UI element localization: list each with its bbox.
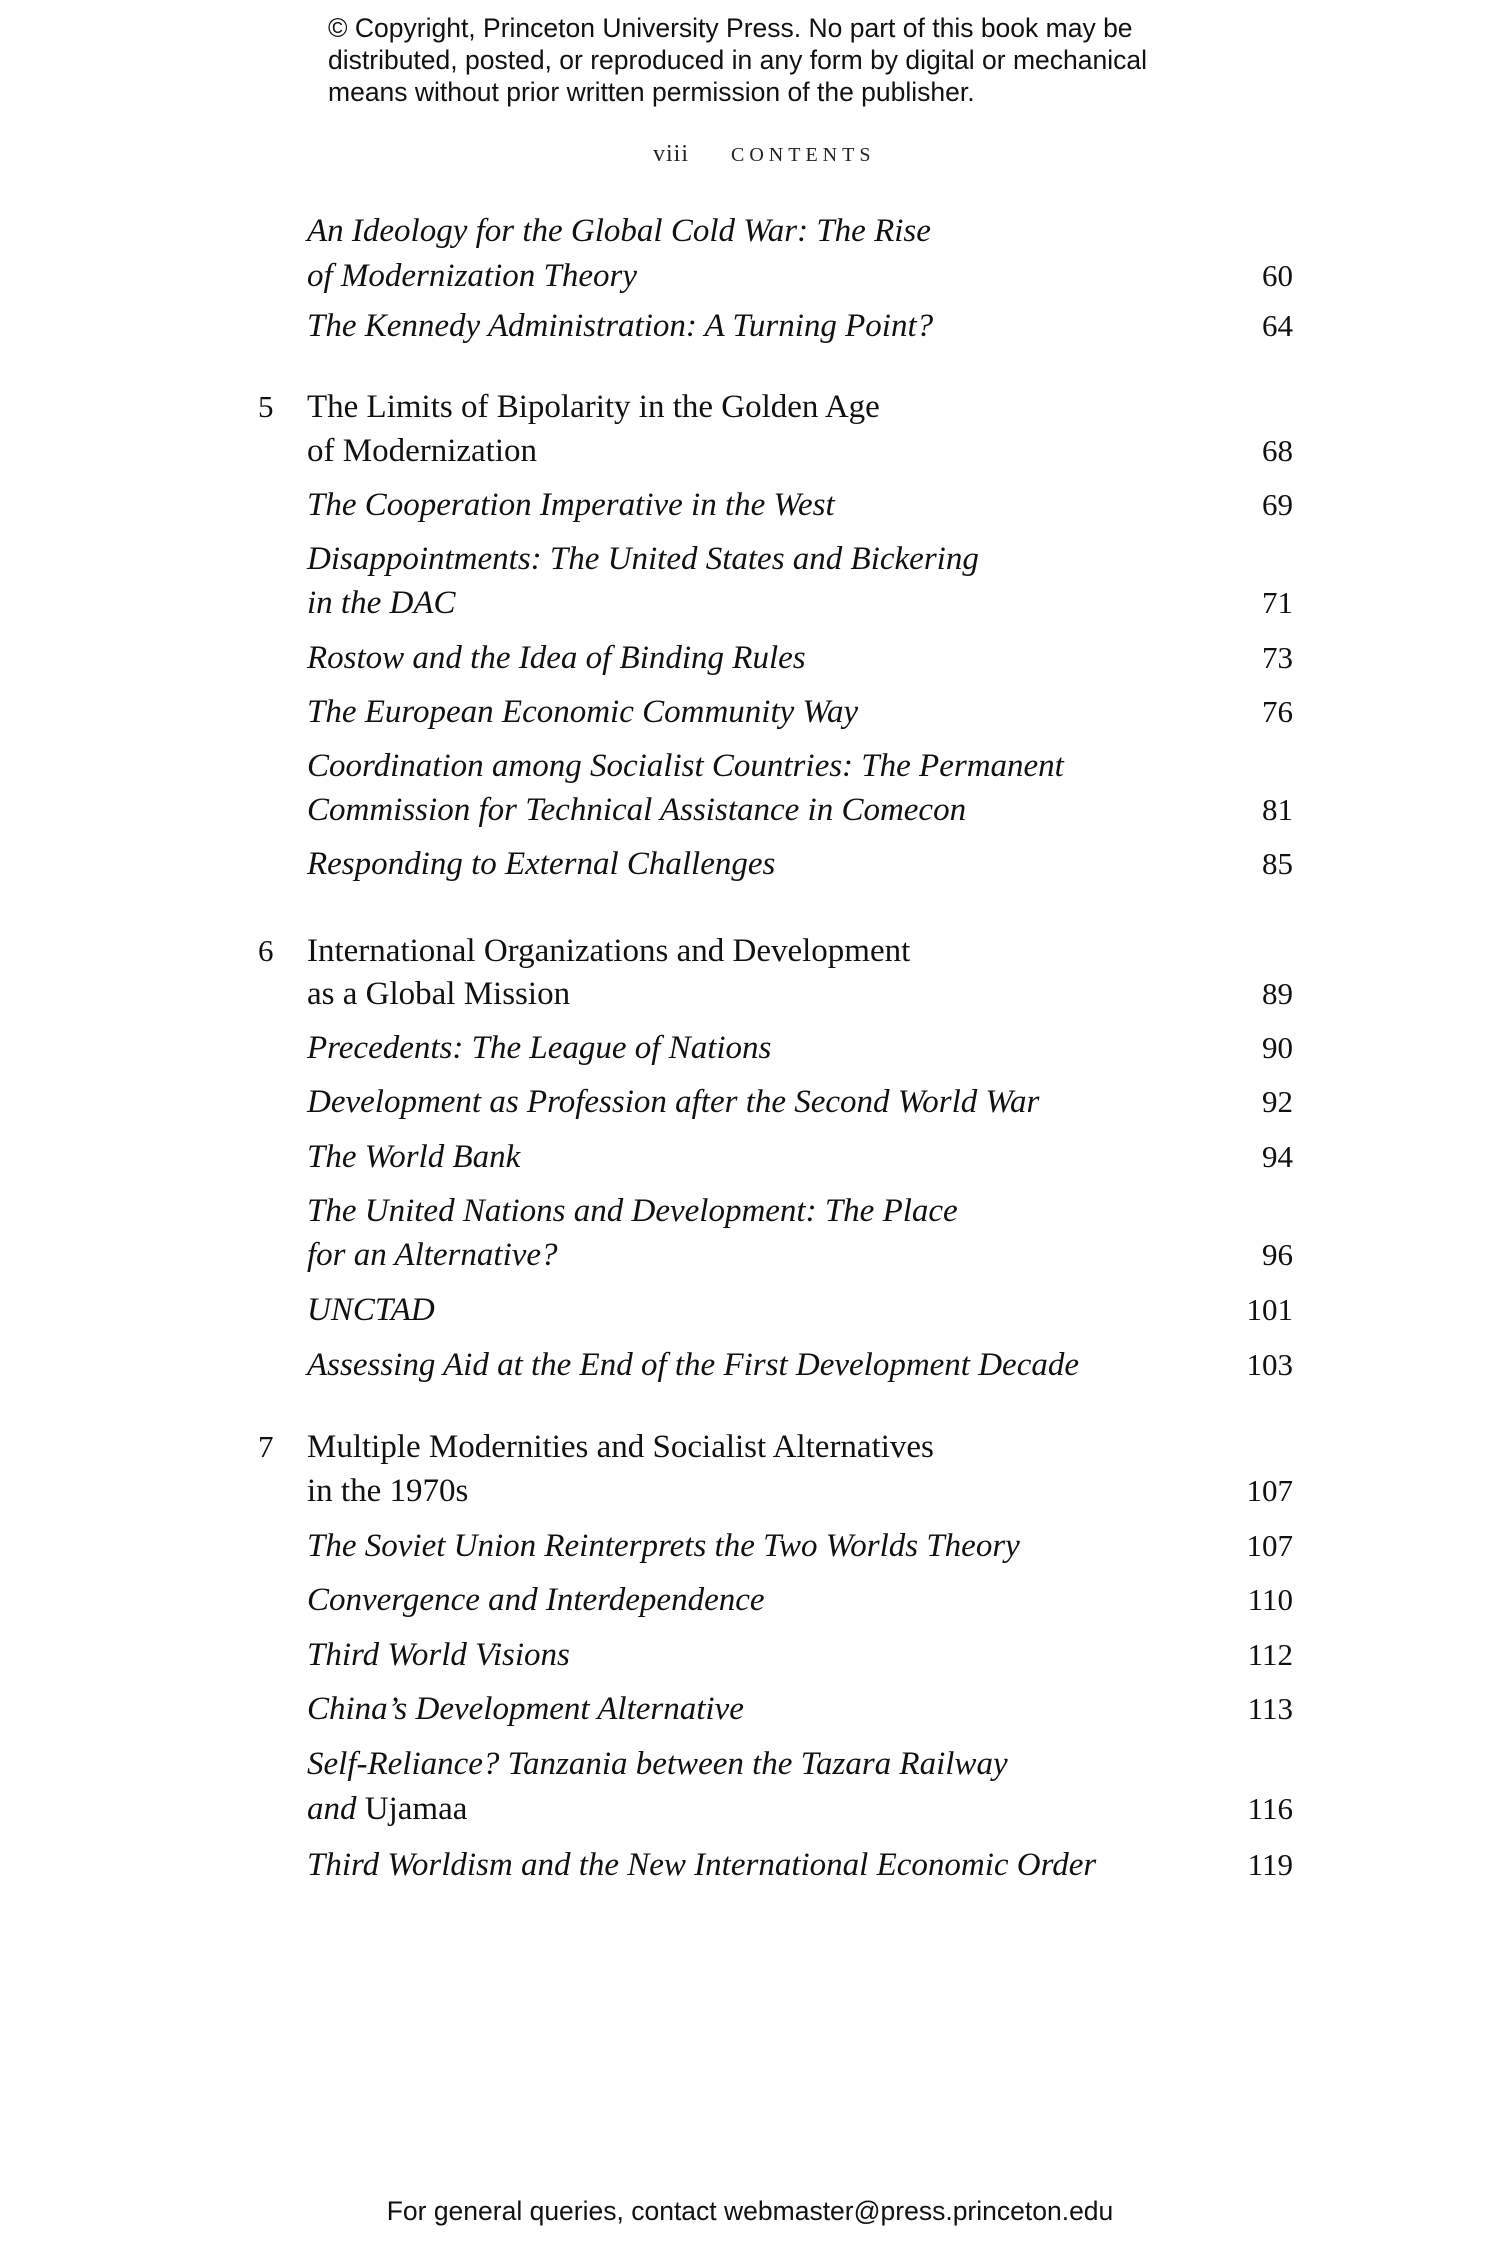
toc-section-title-line: An Ideology for the Global Cold War: The Rise	[307, 213, 931, 249]
toc-chapter-title-line: as a Global Mission	[307, 976, 571, 1012]
toc-chapter-title-line: International Organizations and Development	[307, 933, 911, 969]
toc-section-title-line: Coordination among Socialist Countries: The Permanent	[307, 748, 1064, 784]
toc-page-number: 96	[1262, 1237, 1293, 1272]
toc-section-title-line: Convergence and Interdependence	[307, 1582, 765, 1618]
toc-page-number: 103	[1246, 1347, 1293, 1382]
toc-section-title-line: Commission for Technical Assistance in Comecon	[307, 792, 967, 828]
toc-page-number: 64	[1262, 308, 1293, 343]
toc-page-number: 90	[1262, 1030, 1293, 1065]
toc-page-number: 69	[1262, 487, 1293, 522]
footer-contact: For general queries, contact webmaster@press.princeton.edu	[386, 2196, 1114, 2226]
toc-section-title-line: Responding to External Challenges	[307, 846, 776, 882]
toc-section-title-line: Third World Visions	[307, 1637, 570, 1673]
toc-chapter-number: 6	[258, 933, 274, 968]
toc-section-title-line: China’s Development Alternative	[307, 1691, 744, 1727]
toc-section-title-line: Third Worldism and the New International Economic Order	[307, 1847, 1097, 1883]
toc-section-title-line: of Modernization Theory	[307, 258, 637, 294]
toc-section-title-line: for an Alternative?	[307, 1237, 558, 1273]
toc-section-title-line: The United Nations and Development: The Place	[307, 1193, 958, 1229]
running-head-title: CONTENTS	[731, 144, 876, 166]
toc-page-number: 113	[1247, 1691, 1293, 1726]
toc-section-title-line	[307, 1789, 467, 1829]
toc-page-number: 73	[1262, 640, 1293, 675]
toc-section-title-line: The European Economic Community Way	[307, 694, 859, 730]
toc-page-number: 76	[1262, 694, 1293, 729]
toc-section-title-line: Rostow and the Idea of Binding Rules	[307, 640, 806, 676]
toc-section-title-line: Assessing Aid at the End of the First Development Decade	[307, 1347, 1079, 1383]
toc-line-roman-part: Ujamaa	[364, 1791, 468, 1827]
toc-section-title-line: Self-Reliance? Tanzania between the Tazara Railway	[307, 1746, 1008, 1782]
toc-chapter-title-line: of Modernization	[307, 433, 538, 469]
toc-section-title-line: UNCTAD	[307, 1292, 435, 1328]
toc-page-number: 116	[1247, 1791, 1293, 1826]
toc-section-title-line: Precedents: The League of Nations	[307, 1030, 772, 1066]
toc-page-number: 112	[1247, 1637, 1293, 1672]
page-folio: viii	[653, 141, 690, 167]
toc-page-number: 119	[1247, 1847, 1293, 1882]
toc-chapter-title-line: in the 1970s	[307, 1473, 469, 1509]
toc-chapter-title-line: Multiple Modernities and Socialist Alternatives	[307, 1429, 934, 1465]
toc-section-title-line: Disappointments: The United States and Bickering	[307, 541, 979, 577]
toc-chapter-number: 5	[258, 389, 274, 424]
toc-page-number: 60	[1262, 258, 1293, 293]
toc-section-title-line: Development as Profession after the Second World War	[307, 1084, 1040, 1120]
toc-section-title-line: in the DAC	[307, 585, 456, 621]
toc-section-title-line: The Kennedy Administration: A Turning Point?	[307, 308, 934, 344]
toc-page-number: 89	[1262, 976, 1293, 1011]
copyright-line-1: © Copyright, Princeton University Press. No part of this book may be	[328, 13, 1133, 43]
toc-chapter-number: 7	[258, 1429, 274, 1464]
toc-page-number: 110	[1247, 1582, 1293, 1617]
toc-section-title-line: The World Bank	[307, 1139, 521, 1175]
copyright-line-3: means without prior written permission of the publisher.	[328, 77, 975, 107]
toc-page-number: 71	[1262, 585, 1293, 620]
toc-page-number: 94	[1262, 1139, 1293, 1174]
toc-page-number: 92	[1262, 1084, 1293, 1119]
toc-section-title-line: The Cooperation Imperative in the West	[307, 487, 835, 523]
toc-line-italic-part: and	[307, 1791, 365, 1827]
toc-page-number: 85	[1262, 846, 1293, 881]
toc-section-title-line: The Soviet Union Reinterprets the Two Worlds Theory	[307, 1528, 1020, 1564]
toc-chapter-title-line: The Limits of Bipolarity in the Golden Age	[307, 389, 880, 425]
toc-page-number: 107	[1246, 1528, 1293, 1563]
toc-page-number: 68	[1262, 433, 1293, 468]
copyright-line-2: distributed, posted, or reproduced in any form by digital or mechanical	[328, 45, 1147, 75]
toc-page-number: 101	[1246, 1292, 1293, 1327]
toc-page-number: 81	[1262, 792, 1293, 827]
toc-page-number: 107	[1246, 1473, 1293, 1508]
